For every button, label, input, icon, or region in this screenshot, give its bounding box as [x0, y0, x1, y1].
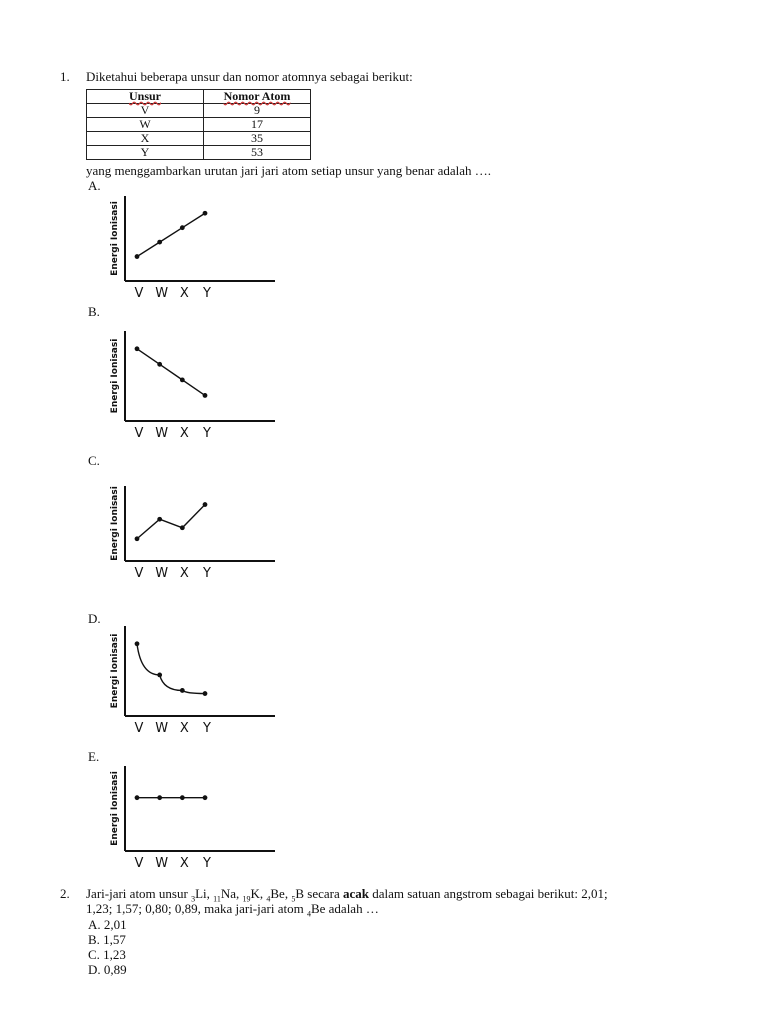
- data-point: [203, 502, 208, 507]
- q2-text: dalam satuan angstrom sebagai berikut: 2,01;: [368, 886, 608, 901]
- table-row: [87, 146, 311, 160]
- q2-atomic-number: 3: [191, 894, 196, 904]
- q2-atomic-number: 4: [306, 909, 311, 919]
- data-point: [135, 254, 140, 259]
- y-axis-label: Energi Ionisasi: [110, 338, 120, 414]
- x-tick-label: X: [179, 721, 189, 736]
- table-cell: W: [87, 118, 204, 132]
- data-point: [135, 346, 140, 351]
- q2-option-b: B. 1,57: [88, 932, 126, 947]
- x-tick-label: Y: [203, 721, 211, 736]
- q2-text: 1,23; 1,57; 0,80; 0,89, maka jari-jari atom: [86, 901, 307, 916]
- question-2-line-2: [86, 902, 379, 922]
- q2-text: Jari-jari atom unsur: [86, 886, 192, 901]
- data-point: [180, 688, 185, 693]
- x-tick-label: V: [134, 856, 144, 871]
- x-tick-label: W: [155, 286, 169, 301]
- q2-text: B secara: [295, 886, 343, 901]
- x-tick-label: W: [155, 856, 169, 871]
- option-e-label: E.: [88, 749, 100, 764]
- q2-option-d: D. 0,89: [88, 962, 127, 977]
- graph-option-b: [100, 325, 285, 445]
- data-point: [180, 225, 185, 230]
- q2-text: Na,: [220, 886, 243, 901]
- x-tick-label: Y: [203, 566, 211, 581]
- x-tick-label: X: [179, 566, 189, 581]
- x-tick-label: X: [179, 426, 189, 441]
- y-axis-label: Energi Ionisasi: [110, 201, 120, 276]
- table-row: [87, 104, 311, 118]
- table-cell: 9: [204, 104, 311, 118]
- data-point: [203, 211, 208, 216]
- q2-emphasis-acak: acak: [342, 886, 369, 901]
- table-row: [87, 132, 311, 146]
- x-tick-label: W: [155, 566, 169, 581]
- q2-text: Be,: [270, 886, 292, 901]
- x-tick-label: W: [155, 721, 169, 736]
- table-cell: 17: [204, 118, 311, 132]
- q2-atomic-number: 4: [266, 894, 271, 904]
- series-line: [137, 644, 205, 694]
- data-point: [135, 641, 140, 646]
- data-point: [157, 517, 162, 522]
- table-cell: V: [87, 104, 204, 118]
- x-tick-label: W: [155, 426, 169, 441]
- data-point: [203, 691, 208, 696]
- q2-text: Be adalah …: [310, 901, 379, 916]
- q2-atomic-number: 5: [291, 894, 296, 904]
- data-point: [135, 795, 140, 800]
- y-axis-label: Energi Ionisasi: [110, 633, 120, 709]
- data-point: [180, 525, 185, 530]
- data-point: [157, 795, 162, 800]
- option-d-label: D.: [88, 611, 101, 626]
- series-line: [137, 349, 205, 396]
- q2-atomic-number: 11: [213, 894, 221, 904]
- data-point: [180, 377, 185, 382]
- graph-option-d: [100, 620, 285, 740]
- x-tick-label: V: [134, 426, 144, 441]
- x-tick-label: Y: [203, 856, 211, 871]
- data-point: [180, 795, 185, 800]
- element-table: [86, 89, 311, 160]
- question-2-number: 2.: [60, 886, 70, 901]
- y-axis-label: Energi Ionisasi: [110, 486, 120, 561]
- table-header-nomor-atom: Nomor Atom: [204, 90, 311, 104]
- series-line: [137, 213, 205, 256]
- table-header-unsur: Unsur: [87, 90, 204, 104]
- table-cell: X: [87, 132, 204, 146]
- x-tick-label: X: [179, 286, 189, 301]
- q2-text: K,: [250, 886, 267, 901]
- q2-atomic-number: 19: [242, 894, 251, 904]
- q2-option-a: A. 2,01: [88, 917, 127, 932]
- x-tick-label: V: [134, 721, 144, 736]
- question-1-prompt: yang menggambarkan urutan jari jari atom setiap unsur yang benar adalah ….: [86, 163, 492, 178]
- table-row: [87, 118, 311, 132]
- table-header-row: [87, 90, 311, 104]
- data-point: [203, 393, 208, 398]
- x-tick-label: Y: [203, 286, 211, 301]
- option-b-label: B.: [88, 304, 100, 319]
- graph-option-e: [100, 760, 285, 875]
- data-point: [135, 536, 140, 541]
- question-1-stem: Diketahui beberapa unsur dan nomor atomnya sebagai berikut:: [86, 69, 413, 84]
- graph-option-a: [100, 190, 285, 305]
- table-cell: Y: [87, 146, 204, 160]
- x-tick-label: X: [179, 856, 189, 871]
- graph-option-c: [100, 480, 285, 585]
- x-tick-label: V: [134, 566, 144, 581]
- question-1-number: 1.: [60, 69, 70, 84]
- q2-option-c: C. 1,23: [88, 947, 126, 962]
- table-cell: 35: [204, 132, 311, 146]
- table-cell: 53: [204, 146, 311, 160]
- data-point: [157, 362, 162, 367]
- q2-text: Li,: [195, 886, 214, 901]
- data-point: [203, 795, 208, 800]
- y-axis-label: Energi Ionisasi: [110, 771, 120, 846]
- option-a-label: A.: [88, 178, 101, 193]
- data-point: [157, 672, 162, 677]
- data-point: [157, 240, 162, 245]
- series-line: [137, 505, 205, 539]
- x-tick-label: Y: [203, 426, 211, 441]
- option-c-label: C.: [88, 453, 100, 468]
- x-tick-label: V: [134, 286, 144, 301]
